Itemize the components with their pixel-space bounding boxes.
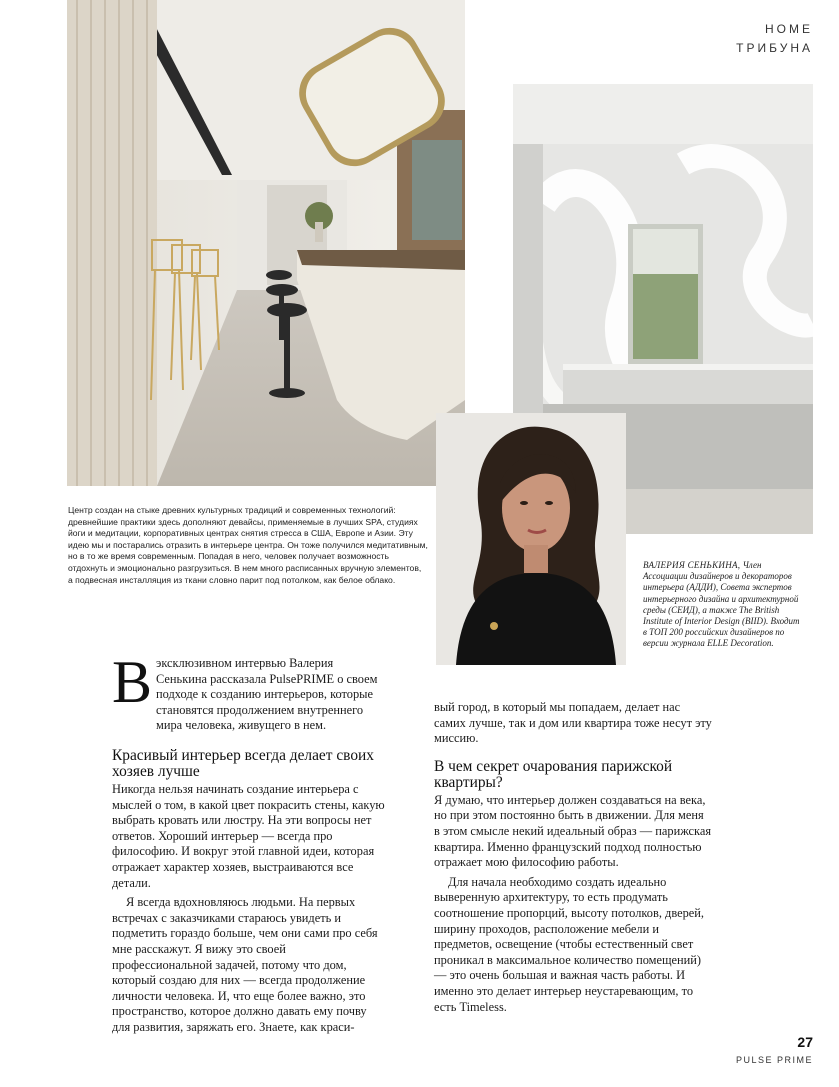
dropcap: В [112,649,153,715]
portrait-caption [643,560,803,650]
article-intro: эксклюзивном интервью Валерия Сенькина рассказала PulsePRIME о своем подходе к созданию интерьеров, которые становятся продолжением внутреннего мира человека, живущего в нем. [156,656,378,733]
article-paragraph-2: Я всегда вдохновляюсь людьми. На первых встречах с заказчиками стараюсь увидеть и подметить гораздо больше, чем они сами про себя мне расскажут. Я вижу это своей профессиональной задачей, потому что дом, который создаю для них — всегда продолжение личности человека. И, что еще более важно, это пространство, которое должно давать ему почву для развития, заряжать его. Знаете, как краси- [112,895,378,1034]
portrait-photo-drawing [436,413,626,665]
caption-person-name: ВАЛЕРИЯ СЕНЬКИНА, [643,560,741,570]
article-paragraph-5: Для начала необходимо создать идеально выверенную архитектуру, то есть продумать соотношение пропорций, высоту потолков, дверей, ширину проходов, расположение мебели и предметов, освещение (чтобы естественный свет проникал в максимальное количество помещений) — это очень большая и важная часть работы. И именно это делает интерьер неустаревающим, то есть Timeless. [434,874,705,1014]
spa-photo-caption: Центр создан на стыке древних культурных традиций и современных технологий: древнейшие практики здесь дополняют девайсы, применяемые в лучших SPA, студиях йоги и медитации, корпоративных центрах снятия стресса в США, Европе и Азии. Эту идею мы и постарались отразить в интерьере центра. Он тоже получился медитативным, но в то же время современным. Попадая в него, человек получает возможность отдохнуть и эмоционально разгрузиться. В нем много расписанных вручную элементов, а подвесная инсталляция из ткани словно парит под потолком, как белое облако. [68,505,428,585]
article-column-left [112,656,386,1035]
section-tag [736,20,813,58]
article-column-right [434,700,712,1015]
section-label-tribune: ТРИБУНА [736,41,813,55]
portrait-photo [436,413,626,665]
article-paragraph-3: вый город, в который мы попадаем, делает нас самих лучше, так и дом или квартира тоже несут эту миссию. [434,700,712,746]
section-heading-1: Красивый интерьер всегда делает своих хозяев лучше [112,746,374,780]
article-paragraph-1: Никогда нельзя начинать создание интерьера с мыслей о том, в какой цвет покрасить стены, какую выбрать кровать или люстру. На эти вопросы нет ответов. Хороший интерьер — всегда про философию. И вокруг этой главной идеи, которая отражает характер хозяев, выстраиваются все детали. [112,781,385,890]
page-number: 27 [797,1034,813,1050]
spa-photo [67,0,465,486]
article-paragraph-4: Я думаю, что интерьер должен создаваться на века, но при этом постоянно быть в движении. Для меня в этом смысле некий идеальный образ — парижская квартира. Именно французский подход полностью отражает мою философию работы. [434,792,712,870]
magazine-name: PULSE PRIME [735,1055,813,1065]
section-label-home: HOME [765,22,813,36]
spa-photo-drawing [67,0,465,486]
section-heading-2: В чем секрет очарования парижской квартиры? [434,757,673,791]
caption-person-bio: Член Ассоциации дизайнеров и декораторов интерьера (АДДИ), Совета экспертов интерьерного дизайна и архитектурной среды (СЕИД), а также The British Institute of Interior Design (BIID). Входит в ТОП 200 российских дизайнеров по версии журнала ELLE Decoration. [643,560,800,649]
